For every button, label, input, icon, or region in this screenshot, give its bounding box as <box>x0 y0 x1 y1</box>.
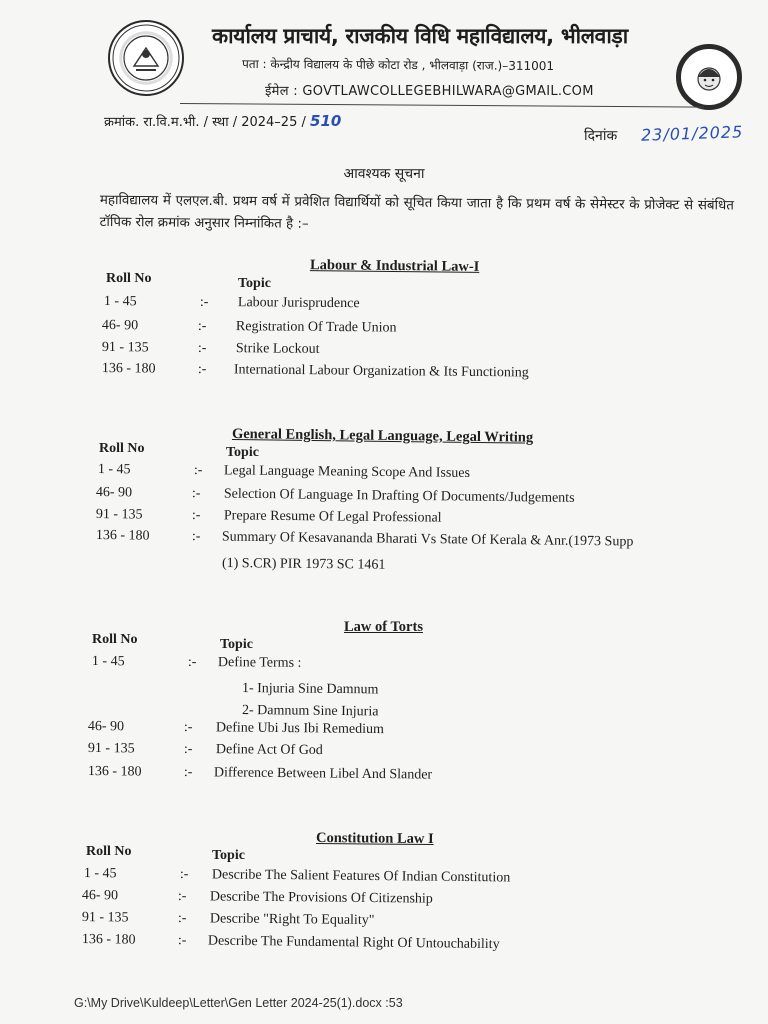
roll-range: 1 - 45 <box>91 654 125 670</box>
roll-range: 46- 90 <box>87 719 125 735</box>
roll-no-header: Roll No <box>92 632 138 647</box>
topic-text: International Labour Organization & Its Functioning <box>233 362 529 381</box>
topic-text: Describe The Fundamental Right Of Untouchability <box>207 933 500 953</box>
row-separator: :- <box>191 486 201 502</box>
roll-no-header: Roll No <box>106 271 152 286</box>
topic-text: Describe The Salient Features Of Indian Constitution <box>211 867 511 886</box>
section-title: General English, Legal Language, Legal Writing <box>231 426 534 446</box>
topic-header: Topic <box>238 276 271 291</box>
topic-header: Topic <box>226 445 259 460</box>
row-separator: :- <box>183 720 193 736</box>
topic-text: Strike Lockout <box>235 341 320 357</box>
topic-text: Define Ubi Jus Ibi Remedium <box>215 720 384 738</box>
date-value: 23/01/2025 <box>640 122 744 145</box>
sub-item: 2- Damnum Sine Injuria <box>241 703 379 720</box>
roll-range: 46- 90 <box>101 318 139 334</box>
roll-no-header: Roll No <box>99 441 145 456</box>
row-separator: :- <box>191 529 201 545</box>
row-separator: :- <box>179 867 189 883</box>
office-address: पता : केन्द्रीय विद्यालय के पीछे कोटा रोड , भीलवाड़ा (राज.)–311001 <box>241 56 555 74</box>
row-separator: :- <box>197 318 207 334</box>
row-separator: :- <box>177 911 187 927</box>
roll-range: 1 - 45 <box>103 294 137 310</box>
topic-continuation: (1) S.CR) PIR 1973 SC 1461 <box>221 556 386 573</box>
row-separator: :- <box>177 933 187 949</box>
topic-text: Difference Between Libel And Slander <box>213 765 433 783</box>
roll-no-header: Roll No <box>86 844 132 859</box>
row-separator: :- <box>199 294 209 310</box>
row-separator: :- <box>187 654 197 670</box>
roll-range: 46- 90 <box>95 485 133 501</box>
roll-range: 91 - 135 <box>81 910 129 926</box>
reference-prefix: क्रमांक. रा.वि.म.भी. / स्था / 2024–25 / <box>104 115 306 130</box>
row-separator: :- <box>191 508 201 524</box>
topic-header: Topic <box>220 637 253 652</box>
topic-header: Topic <box>212 848 245 863</box>
topic-text: Define Terms : <box>217 655 302 671</box>
topic-text: Registration Of Trade Union <box>235 319 397 336</box>
date-label: दिनांक <box>584 128 618 144</box>
college-seal-icon <box>108 20 184 96</box>
row-separator: :- <box>193 463 203 479</box>
sub-item: 1- Injuria Sine Damnum <box>241 681 379 698</box>
roll-range: 91 - 135 <box>95 507 143 523</box>
row-separator: :- <box>177 889 187 905</box>
topic-text: Selection Of Language In Drafting Of Documents/Judgements <box>223 486 575 506</box>
section-title: Law of Torts <box>344 619 423 635</box>
reference-number: 510 <box>310 112 342 130</box>
roll-range: 1 - 45 <box>97 462 131 478</box>
section-title: Constitution Law I <box>315 830 434 848</box>
roll-range: 1 - 45 <box>83 866 117 882</box>
notice-title: आवश्यक सूचना <box>343 166 425 182</box>
row-separator: :- <box>183 741 193 757</box>
beti-bachao-logo-icon <box>676 44 742 110</box>
roll-range: 91 - 135 <box>87 741 135 757</box>
footer-file-path: G:\My Drive\Kuldeep\Letter\Gen Letter 2024-25(1).docx :53 <box>74 996 403 1010</box>
topic-text: Labour Jurisprudence <box>237 295 360 312</box>
header-divider <box>180 103 704 108</box>
section-title: Labour & Industrial Law-I <box>309 257 480 275</box>
row-separator: :- <box>183 765 193 781</box>
topic-text: Prepare Resume Of Legal Professional <box>223 508 442 526</box>
roll-range: 46- 90 <box>81 888 119 904</box>
row-separator: :- <box>197 362 207 378</box>
roll-range: 91 - 135 <box>101 340 149 356</box>
topic-text: Describe The Provisions Of Citizenship <box>209 889 433 907</box>
roll-range: 136 - 180 <box>95 528 150 544</box>
roll-range: 136 - 180 <box>81 932 136 948</box>
office-email: ईमेल : GOVTLAWCOLLEGEBHILWARA@GMAIL.COM <box>265 84 594 99</box>
roll-range: 136 - 180 <box>101 361 156 377</box>
topic-text: Legal Language Meaning Scope And Issues <box>223 463 471 481</box>
topic-text: Describe "Right To Equality" <box>209 911 375 929</box>
topic-text: Summary Of Kesavananda Bharati Vs State Of Kerala & Anr.(1973 Supp <box>221 529 634 550</box>
topic-text: Define Act Of God <box>215 742 323 759</box>
roll-range: 136 - 180 <box>87 764 142 780</box>
notice-intro: महाविद्यालय में एलएल.बी. प्रथम वर्ष में प्रवेशित विद्यार्थियों को सूचित किया जाता है कि प्रथम वर्ष के सेमेस्टर के प्रोजेक्ट से संबंधित टॉपिक रोल क्रमांक अनुसार निम्नांकित है :– <box>99 192 734 232</box>
reference-line <box>104 112 341 130</box>
row-separator: :- <box>197 340 207 356</box>
office-name: कार्यालय प्राचार्य, राजकीय विधि महाविद्यालय, भीलवाड़ा <box>212 24 628 48</box>
